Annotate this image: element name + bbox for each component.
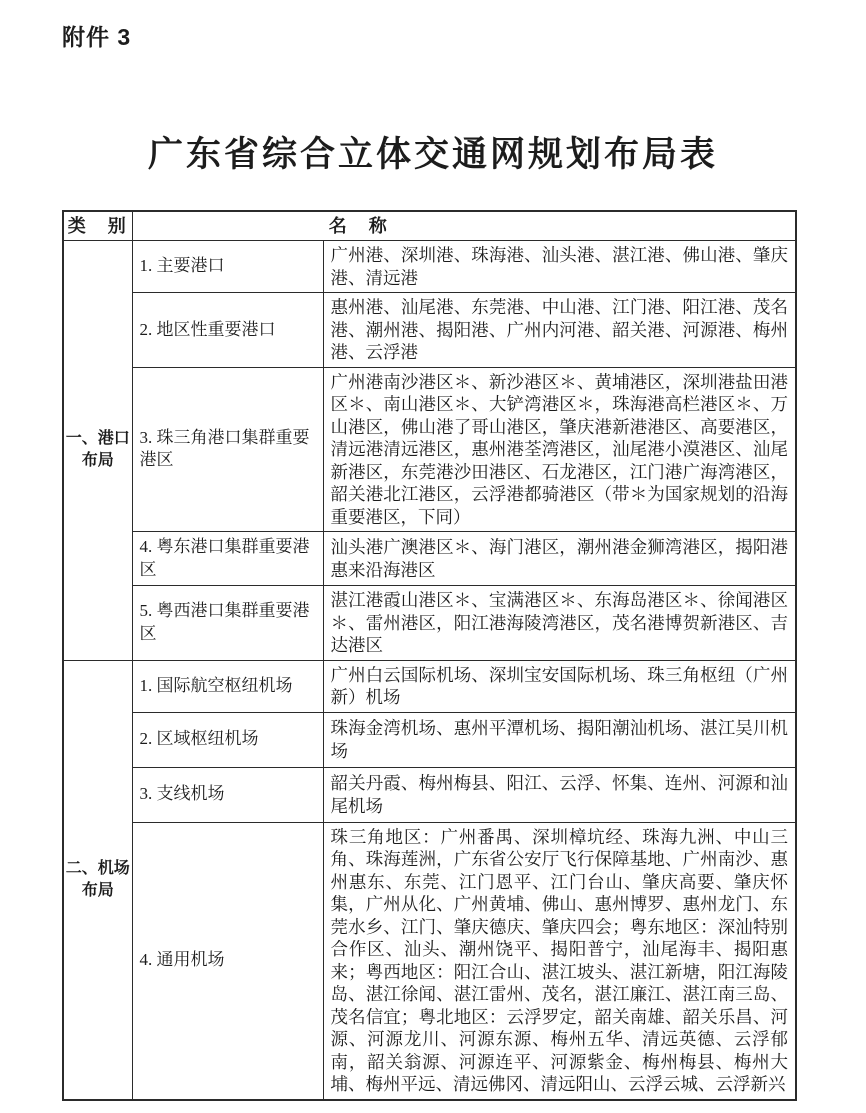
document-page xyxy=(0,24,866,1101)
page-title: 广东省综合立体交通网规划布局表 xyxy=(147,134,718,174)
content-cell-feeder-airports: 韶关丹霞、梅州梅县、阳江、云浮、怀集、连州、河源和汕尾机场 xyxy=(323,767,796,822)
table-row xyxy=(63,241,796,293)
table-row xyxy=(63,293,796,368)
content-cell-east-gd-port-cluster: 汕头港广澳港区＊、海门港区，潮州港金狮湾港区，揭阳港惠来沿海港区 xyxy=(323,532,796,586)
content-cell-general-aviation-airports: 珠三角地区：广州番禺、深圳樟坑经、珠海九洲、中山三角、珠海莲洲，广东省公安厅飞行保障基地、广州南沙、惠州惠东、东莞、江门恩平、江门台山、肇庆高要、肇庆怀集，广州从化、广州黄埔、佛山、惠州博罗、惠州龙门、东莞水乡、江门、肇庆德庆、肇庆四会；粤东地区：深汕特别合作区、汕头、潮州饶平、揭阳普宁，汕尾海丰、揭阳惠来；粤西地区：阳江合山、湛江坡头、湛江新塘，阳江海陵岛、湛江徐闻、湛江雷州、茂名，湛江廉江、湛江南三岛、茂名信宜；粤北地区：云浮罗定，韶关南雄、韶关乐昌、河源、河源龙川、河源东源、梅州五华、清远英德、云浮郁南，韶关翁源、河源连平、河源紫金、梅州梅县、梅州大埔、梅州平远、清远佛冈、清远阳山、云浮云城、云浮新兴 xyxy=(323,822,796,1100)
item-cell-east-gd-port-cluster: 4. 粤东港口集群重要港区 xyxy=(132,532,323,586)
attachment-label: 附件 3 xyxy=(62,24,132,50)
content-cell-regional-hub-airports: 珠海金湾机场、惠州平潭机场、揭阳潮汕机场、湛江吴川机场 xyxy=(323,712,796,767)
item-cell-regional-important-ports: 2. 地区性重要港口 xyxy=(132,293,323,368)
header-category: 类 别 xyxy=(63,211,132,241)
item-cell-prd-port-cluster: 3. 珠三角港口集群重要港区 xyxy=(132,367,323,532)
content-cell-major-ports: 广州港、深圳港、珠海港、汕头港、湛江港、佛山港、肇庆港、清远港 xyxy=(323,241,796,293)
content-cell-regional-important-ports: 惠州港、汕尾港、东莞港、中山港、江门港、阳江港、茂名港、潮州港、揭阳港、广州内河港、韶关港、河源港、梅州港、云浮港 xyxy=(323,293,796,368)
table-header-row xyxy=(63,211,796,241)
table-row xyxy=(63,532,796,586)
table-row xyxy=(63,367,796,532)
header-name: 名 称 xyxy=(132,211,796,241)
item-cell-international-hub-airports: 1. 国际航空枢纽机场 xyxy=(132,660,323,712)
item-cell-west-gd-port-cluster: 5. 粤西港口集群重要港区 xyxy=(132,586,323,661)
content-cell-international-hub-airports: 广州白云国际机场、深圳宝安国际机场、珠三角枢纽（广州新）机场 xyxy=(323,660,796,712)
item-cell-regional-hub-airports: 2. 区域枢纽机场 xyxy=(132,712,323,767)
content-cell-west-gd-port-cluster: 湛江港霞山港区＊、宝满港区＊、东海岛港区＊、徐闻港区＊、雷州港区，阳江港海陵湾港区，茂名港博贺新港区、吉达港区 xyxy=(323,586,796,661)
table-row xyxy=(63,712,796,767)
item-cell-major-ports: 1. 主要港口 xyxy=(132,241,323,293)
category-cell-port-layout: 一、港口布局 xyxy=(63,241,132,661)
table-row xyxy=(63,660,796,712)
item-cell-general-aviation-airports: 4. 通用机场 xyxy=(132,822,323,1100)
item-cell-feeder-airports: 3. 支线机场 xyxy=(132,767,323,822)
category-cell-airport-layout: 二、机场布局 xyxy=(63,660,132,1100)
table-row xyxy=(63,586,796,661)
table-row xyxy=(63,767,796,822)
content-cell-prd-port-cluster: 广州港南沙港区＊、新沙港区＊、黄埔港区，深圳港盐田港区＊、南山港区＊、大铲湾港区＊，珠海港高栏港区＊、万山港区，佛山港了哥山港区，肇庆港新港港区、高要港区，清远港清远港区，惠州港荃湾港区，汕尾港小漠港区、汕尾新港区，东莞港沙田港区、石龙港区，江门港广海湾港区，韶关港北江港区，云浮港都骑港区（带＊为国家规划的沿海重要港区，下同） xyxy=(323,367,796,532)
planning-table xyxy=(62,210,797,1101)
table-row xyxy=(63,822,796,1100)
